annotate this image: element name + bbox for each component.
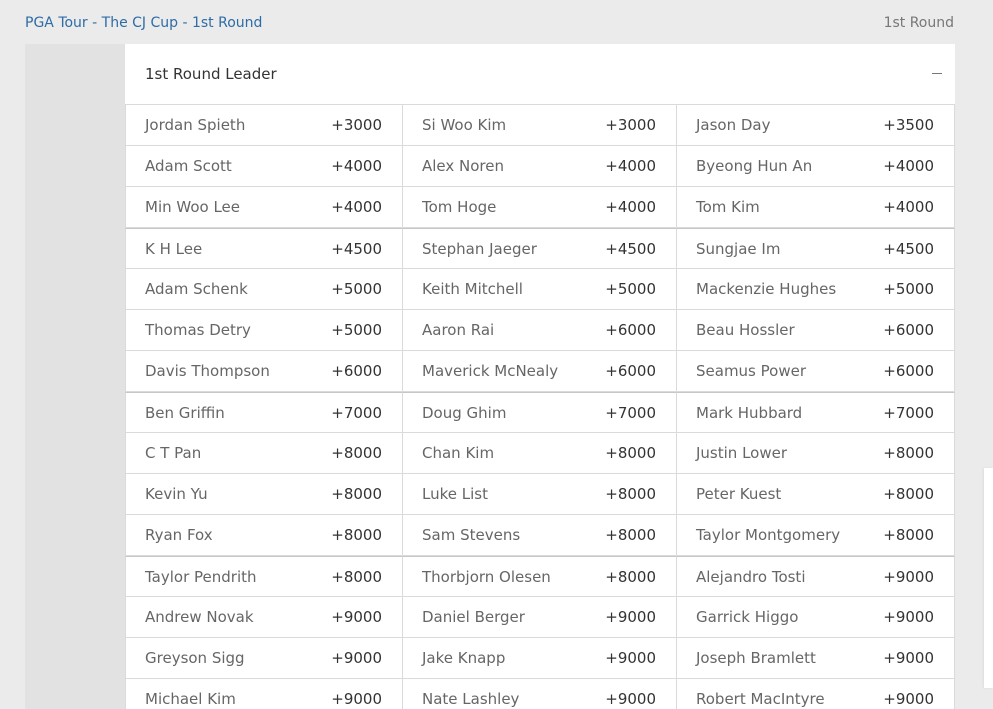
odds-value: +6000: [883, 321, 934, 339]
odds-value: +5000: [883, 280, 934, 298]
odds-cell[interactable]: [125, 556, 403, 597]
odds-value: +8000: [331, 444, 382, 462]
odds-value: +6000: [331, 362, 382, 380]
player-name: Adam Schenk: [145, 280, 248, 298]
player-name: Aaron Rai: [422, 321, 495, 339]
odds-cell[interactable]: [403, 556, 677, 597]
odds-value: +4000: [331, 198, 382, 216]
odds-cell[interactable]: [403, 515, 677, 556]
player-name: Sungjae Im: [696, 240, 781, 258]
player-name: Garrick Higgo: [696, 608, 799, 626]
player-name: Alex Noren: [422, 157, 505, 175]
odds-value: +5000: [331, 280, 382, 298]
player-name: Stephan Jaeger: [422, 240, 537, 258]
player-name: Joseph Bramlett: [696, 649, 816, 667]
odds-value: +9000: [331, 608, 382, 626]
odds-cell[interactable]: [125, 105, 403, 146]
odds-cell[interactable]: [403, 474, 677, 515]
top-bar: [0, 0, 993, 44]
odds-cell[interactable]: [125, 597, 403, 638]
odds-value: +7000: [331, 404, 382, 422]
odds-value: +9000: [605, 649, 656, 667]
breadcrumb-link[interactable]: PGA Tour - The CJ Cup - 1st Round: [25, 15, 263, 31]
player-name: Thomas Detry: [145, 321, 251, 339]
player-name: Thorbjorn Olesen: [422, 568, 551, 586]
odds-cell[interactable]: [125, 679, 403, 709]
odds-value: +8000: [883, 526, 934, 544]
odds-cell[interactable]: [677, 392, 955, 433]
player-name: Robert MacIntyre: [696, 690, 825, 708]
odds-value: +9000: [883, 690, 934, 708]
odds-value: +9000: [883, 568, 934, 586]
odds-value: +6000: [883, 362, 934, 380]
player-name: Maverick McNealy: [422, 362, 559, 380]
player-name: Daniel Berger: [422, 608, 525, 626]
minus-icon[interactable]: [929, 62, 945, 84]
odds-value: +4000: [883, 198, 934, 216]
odds-value: +9000: [331, 649, 382, 667]
odds-value: +5000: [605, 280, 656, 298]
odds-cell[interactable]: [125, 228, 403, 269]
odds-cell[interactable]: [677, 187, 955, 228]
player-name: Greyson Sigg: [145, 649, 245, 667]
odds-cell[interactable]: [403, 146, 677, 187]
odds-cell[interactable]: [125, 269, 403, 310]
player-name: Andrew Novak: [145, 608, 254, 626]
market-title: 1st Round Leader: [145, 65, 277, 83]
odds-cell[interactable]: [403, 187, 677, 228]
odds-value: +8000: [605, 485, 656, 503]
odds-cell[interactable]: [677, 310, 955, 351]
player-name: Sam Stevens: [422, 526, 521, 544]
player-name: Mackenzie Hughes: [696, 280, 837, 298]
odds-value: +4000: [883, 157, 934, 175]
odds-value: +8000: [605, 568, 656, 586]
player-name: Alejandro Tosti: [696, 568, 806, 586]
player-name: K H Lee: [145, 240, 203, 258]
odds-cell[interactable]: [677, 433, 955, 474]
player-name: Byeong Hun An: [696, 157, 813, 175]
odds-value: +4000: [605, 198, 656, 216]
odds-cell[interactable]: [125, 474, 403, 515]
odds-cell[interactable]: [403, 351, 677, 392]
player-name: Ben Griffin: [145, 404, 225, 422]
odds-cell[interactable]: [677, 474, 955, 515]
player-name: Si Woo Kim: [422, 116, 507, 134]
player-name: Mark Hubbard: [696, 404, 803, 422]
side-panel-edge: [984, 468, 993, 688]
player-name: C T Pan: [145, 444, 202, 462]
player-name: Peter Kuest: [696, 485, 782, 503]
left-gutter: [25, 44, 125, 709]
odds-cell[interactable]: [125, 392, 403, 433]
odds-cell[interactable]: [125, 310, 403, 351]
odds-cell[interactable]: [125, 515, 403, 556]
player-name: Jason Day: [696, 116, 771, 134]
odds-value: +3500: [883, 116, 934, 134]
odds-grid: [125, 105, 955, 709]
odds-cell[interactable]: [125, 351, 403, 392]
odds-value: +6000: [605, 321, 656, 339]
player-name: Doug Ghim: [422, 404, 507, 422]
odds-value: +7000: [883, 404, 934, 422]
player-name: Michael Kim: [145, 690, 236, 708]
market-panel: [125, 44, 955, 709]
player-name: Justin Lower: [696, 444, 788, 462]
odds-value: +9000: [883, 608, 934, 626]
odds-cell[interactable]: [677, 638, 955, 679]
odds-cell[interactable]: [125, 187, 403, 228]
odds-cell[interactable]: [403, 638, 677, 679]
odds-cell[interactable]: [677, 597, 955, 638]
player-name: Davis Thompson: [145, 362, 270, 380]
odds-cell[interactable]: [677, 269, 955, 310]
player-name: Luke List: [422, 485, 488, 503]
odds-value: +9000: [331, 690, 382, 708]
odds-value: +8000: [883, 485, 934, 503]
odds-cell[interactable]: [677, 146, 955, 187]
odds-cell[interactable]: [403, 310, 677, 351]
odds-cell[interactable]: [677, 351, 955, 392]
odds-value: +4500: [331, 240, 382, 258]
odds-value: +8000: [605, 444, 656, 462]
player-name: Jake Knapp: [422, 649, 506, 667]
player-name: Tom Hoge: [422, 198, 497, 216]
odds-value: +9000: [605, 690, 656, 708]
odds-cell[interactable]: [403, 679, 677, 709]
odds-cell[interactable]: [125, 146, 403, 187]
odds-value: +8000: [331, 485, 382, 503]
odds-cell[interactable]: [403, 228, 677, 269]
player-name: Kevin Yu: [145, 485, 208, 503]
odds-cell[interactable]: [677, 556, 955, 597]
odds-value: +4000: [605, 157, 656, 175]
odds-value: +8000: [605, 526, 656, 544]
odds-cell[interactable]: [403, 433, 677, 474]
odds-value: +4500: [883, 240, 934, 258]
odds-cell[interactable]: [403, 597, 677, 638]
player-name: Ryan Fox: [145, 526, 213, 544]
odds-cell[interactable]: [125, 433, 403, 474]
market-header[interactable]: [125, 44, 955, 105]
player-name: Jordan Spieth: [145, 116, 246, 134]
odds-cell[interactable]: [677, 679, 955, 709]
odds-cell[interactable]: [677, 515, 955, 556]
odds-value: +6000: [605, 362, 656, 380]
odds-value: +7000: [605, 404, 656, 422]
odds-value: +8000: [331, 568, 382, 586]
player-name: Nate Lashley: [422, 690, 520, 708]
player-name: Min Woo Lee: [145, 198, 241, 216]
player-name: Seamus Power: [696, 362, 806, 380]
player-name: Beau Hossler: [696, 321, 795, 339]
odds-value: +3000: [605, 116, 656, 134]
odds-cell[interactable]: [403, 392, 677, 433]
player-name: Taylor Montgomery: [696, 526, 841, 544]
odds-value: +9000: [605, 608, 656, 626]
odds-value: +4000: [331, 157, 382, 175]
odds-cell[interactable]: [677, 228, 955, 269]
odds-cell[interactable]: [403, 105, 677, 146]
odds-cell[interactable]: [403, 269, 677, 310]
odds-value: +4500: [605, 240, 656, 258]
player-name: Tom Kim: [696, 198, 760, 216]
player-name: Chan Kim: [422, 444, 495, 462]
odds-value: +8000: [883, 444, 934, 462]
odds-cell[interactable]: [125, 638, 403, 679]
odds-value: +9000: [883, 649, 934, 667]
odds-value: +3000: [331, 116, 382, 134]
odds-value: +5000: [331, 321, 382, 339]
player-name: Adam Scott: [145, 157, 232, 175]
round-label: 1st Round: [883, 15, 954, 31]
player-name: Keith Mitchell: [422, 280, 523, 298]
odds-cell[interactable]: [677, 105, 955, 146]
odds-value: +8000: [331, 526, 382, 544]
player-name: Taylor Pendrith: [145, 568, 257, 586]
